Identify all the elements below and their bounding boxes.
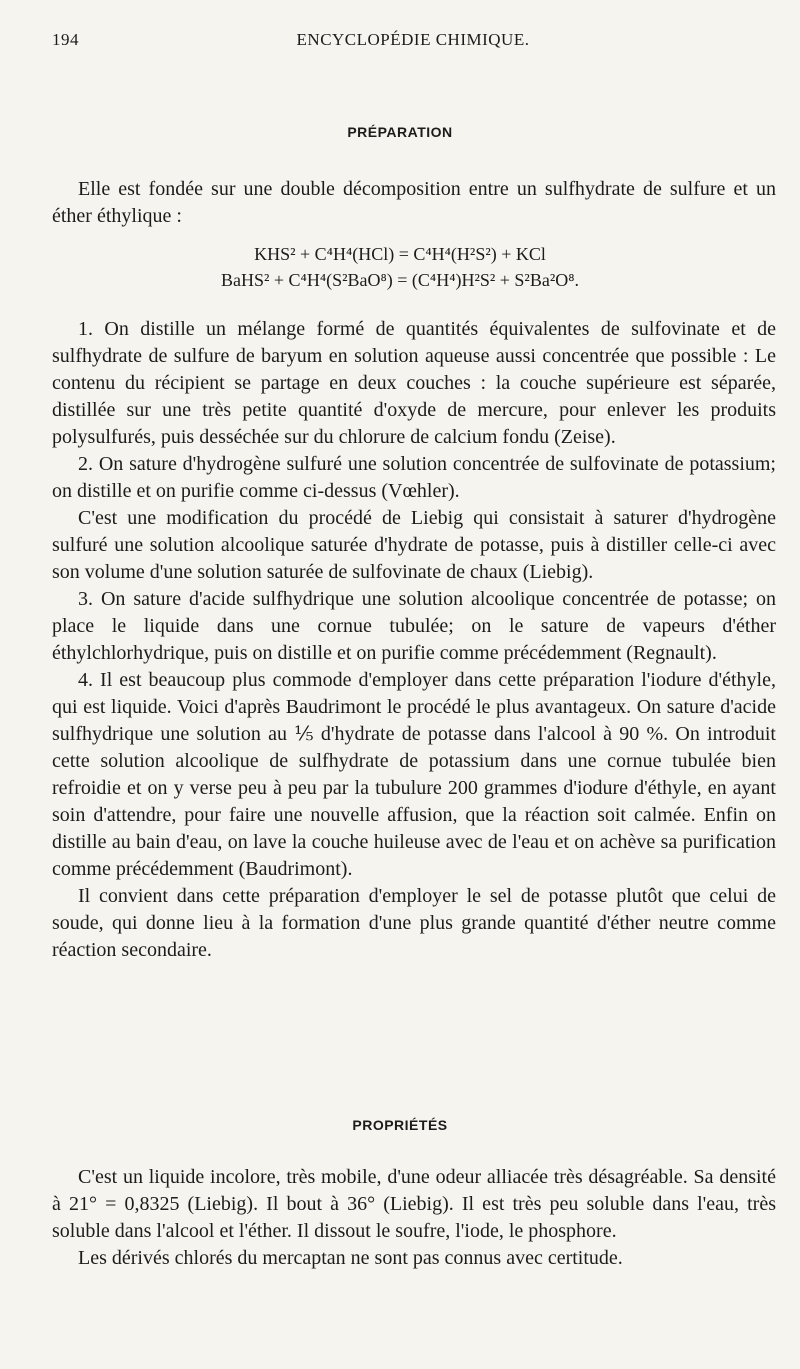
running-title: ENCYCLOPÉDIE CHIMIQUE. [296,30,530,49]
intro-block [52,176,776,230]
paragraph-chlorinated-derivatives: Les dérivés chlorés du mercaptan ne sont pas connus avec certitude. [78,1247,623,1269]
formula-line-1: KHS² + C⁴H⁴(HCl) = C⁴H⁴(H²S²) + KCl [254,244,546,264]
page-number: 194 [52,30,79,49]
paragraph-method-2: 2. On sature d'hydrogène sulfuré une solution concentrée de sulfovinate de potassium; on distille et on purifie comme ci-dessus (Vœhler). [52,453,776,502]
paragraph-liebig-note: C'est une modification du procédé de Liebig qui consistait à saturer d'hydrogène sulfuré une solution alcoolique saturée d'hydrate de potasse, puis à distiller celle-ci avec son volume d'une solution saturée de sulfovinate de chaux (Liebig). [52,507,776,583]
section-heading-preparation: PRÉPARATION [347,124,453,140]
paragraph-properties: C'est un liquide incolore, très mobile, d'une odeur alliacée très désagréable. Sa densité à 21° = 0,8325 (Liebig). Il bout à 36° (Liebig). Il est très peu soluble dans l'eau, très soluble dans l'alcool et l'éther. Il dissout le soufre, l'iode, le phosphore. [52,1166,776,1242]
paragraph-method-4: 4. Il est beaucoup plus commode d'employer dans cette préparation l'iodure d'éthyle, qui est liquide. Voici d'après Baudrimont le procédé le plus avantageux. On sature d'acide sulfhydrique une solution au ⅕ d'hydrate de potasse dans l'alcool à 90 %. On introduit cette solution alcoolique de sulfhydrate de potassium dans une cornue tubulée bien refroidie et on y verse peu à peu par la tubulure 200 grammes d'iodure d'éthyle, en ayant soin d'attendre, pour faire une nouvelle affusion, que la réaction soit calmée. Enfin on distille au bain d'eau, on lave la couche huileuse avec de l'eau et on achève sa purification comme précédemment (Baudrimont). [52,669,776,880]
reaction-formulas [0,241,800,293]
preparation-methods [52,316,776,964]
intro-paragraph: Elle est fondée sur une double décomposition entre un sulfhydrate de sulfure et un éther éthylique : [52,178,776,227]
properties-block [52,1164,776,1272]
paragraph-method-3: 3. On sature d'acide sulfhydrique une solution alcoolique concentrée de potasse; on place le liquide dans une cornue tubulée; on le sature de vapeurs d'éther éthylchlorhydrique, puis on distille et on purifie comme précédemment (Regnault). [52,588,776,664]
formula-line-2: BaHS² + C⁴H⁴(S²BaO⁸) = (C⁴H⁴)H²S² + S²Ba²O⁸. [221,270,579,290]
section-heading-properties: PROPRIÉTÉS [352,1117,448,1133]
paragraph-method-1: 1. On distille un mélange formé de quantités équivalentes de sulfovinate et de sulfhydrate de sulfure de baryum en solution aqueuse aussi concentrée que possible : Le contenu du récipient se partage en deux couches : la couche supérieure est séparée, distillée sur une très petite quantité d'oxyde de mercure, pour enlever les produits polysulfurés, puis desséchée sur du chlorure de calcium fondu (Zeise). [52,318,776,448]
paragraph-potash-note: Il convient dans cette préparation d'employer le sel de potasse plutôt que celui de soude, qui donne lieu à la formation d'une plus grande quantité d'éther neutre comme réaction secondaire. [52,885,776,961]
running-header [52,30,774,54]
